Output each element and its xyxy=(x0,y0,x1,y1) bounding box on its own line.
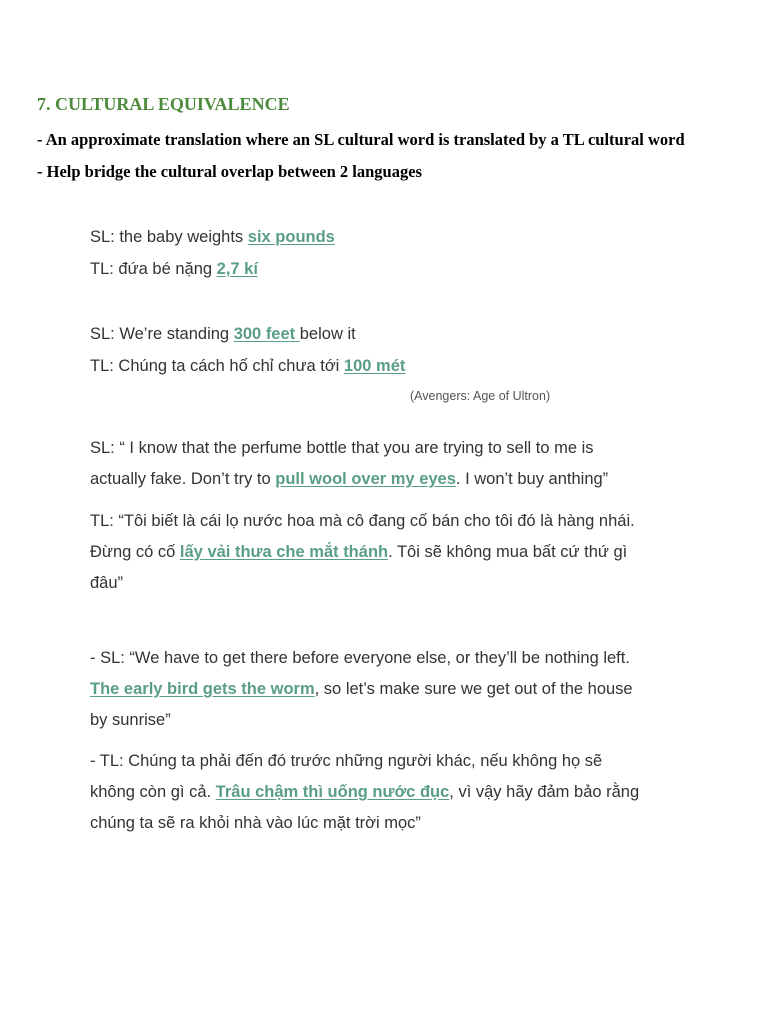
example3-sl-line2 xyxy=(90,470,608,489)
example1-sl-highlight: six pounds xyxy=(247,228,335,246)
example4-tl-line3: chúng ta sẽ ra khỏi nhà vào lúc mặt trời mọc” xyxy=(90,814,421,832)
example3-tl-line2 xyxy=(90,543,627,562)
example2-sl-highlight: 300 feet xyxy=(233,325,300,343)
example1-tl-highlight: 2,7 kí xyxy=(216,260,258,278)
example4-sl-line2 xyxy=(90,680,633,699)
example3-sl-text-end: . I won’t buy anthing” xyxy=(455,470,609,488)
example2-tl-line xyxy=(90,357,405,376)
example3-tl-line1: TL: “Tôi biết là cái lọ nước hoa mà cô đang cố bán cho tôi đó là hàng nhái. xyxy=(90,512,635,530)
example3-tl-text: Đừng có cố xyxy=(90,543,180,561)
example3-sl-line1: SL: “ I know that the perfume bottle that you are trying to sell to me is xyxy=(90,439,594,457)
example2-sl-text-end: below it xyxy=(299,325,356,343)
example1-sl-line xyxy=(90,228,335,247)
section-heading: 7. CULTURAL EQUIVALENCE xyxy=(37,94,290,114)
example4-tl-text-end: , vì vậy hãy đảm bảo rằng xyxy=(449,783,640,801)
example2-sl-line xyxy=(90,325,356,344)
example3-sl-highlight: pull wool over my eyes xyxy=(275,470,456,488)
example4-sl-line3: by sunrise” xyxy=(90,711,171,729)
example4-tl-highlight: Trâu chậm thì uống nước đục xyxy=(215,783,450,801)
example1-tl-line xyxy=(90,260,258,279)
example4-sl-line1: - SL: “We have to get there before everyone else, or they’ll be nothing left. xyxy=(90,649,630,667)
example4-sl-text-end: , so let’s make sure we get out of the house xyxy=(314,680,633,698)
example3-sl-text: actually fake. Don’t try to xyxy=(90,470,276,488)
example4-sl-highlight: The early bird gets the worm xyxy=(90,680,315,698)
definition-bullet: - An approximate translation where an SL cultural word is translated by a TL cultural word xyxy=(37,130,685,149)
purpose-bullet: - Help bridge the cultural overlap between 2 languages xyxy=(37,162,422,181)
example4-tl-line2 xyxy=(90,783,639,802)
example3-tl-line3: đâu” xyxy=(90,574,124,592)
example4-tl-line1: - TL: Chúng ta phải đến đó trước những người khác, nếu không họ sẽ xyxy=(90,752,603,770)
example3-tl-text-end: . Tôi sẽ không mua bất cứ thứ gì xyxy=(388,543,628,561)
example4-tl-text: không còn gì cả. xyxy=(90,783,216,801)
example2-tl-text: TL: Chúng ta cách hố chỉ chưa tới xyxy=(90,357,344,375)
example1-tl-text: TL: đứa bé nặng xyxy=(90,260,217,278)
example3-tl-highlight: lấy vải thưa che mắt thánh xyxy=(179,543,389,561)
example2-sl-text: SL: We’re standing xyxy=(90,325,234,343)
example1-sl-text: SL: the baby weights xyxy=(90,228,248,246)
example2-source-caption: (Avengers: Age of Ultron) xyxy=(410,389,551,403)
example2-tl-highlight: 100 mét xyxy=(343,357,406,375)
